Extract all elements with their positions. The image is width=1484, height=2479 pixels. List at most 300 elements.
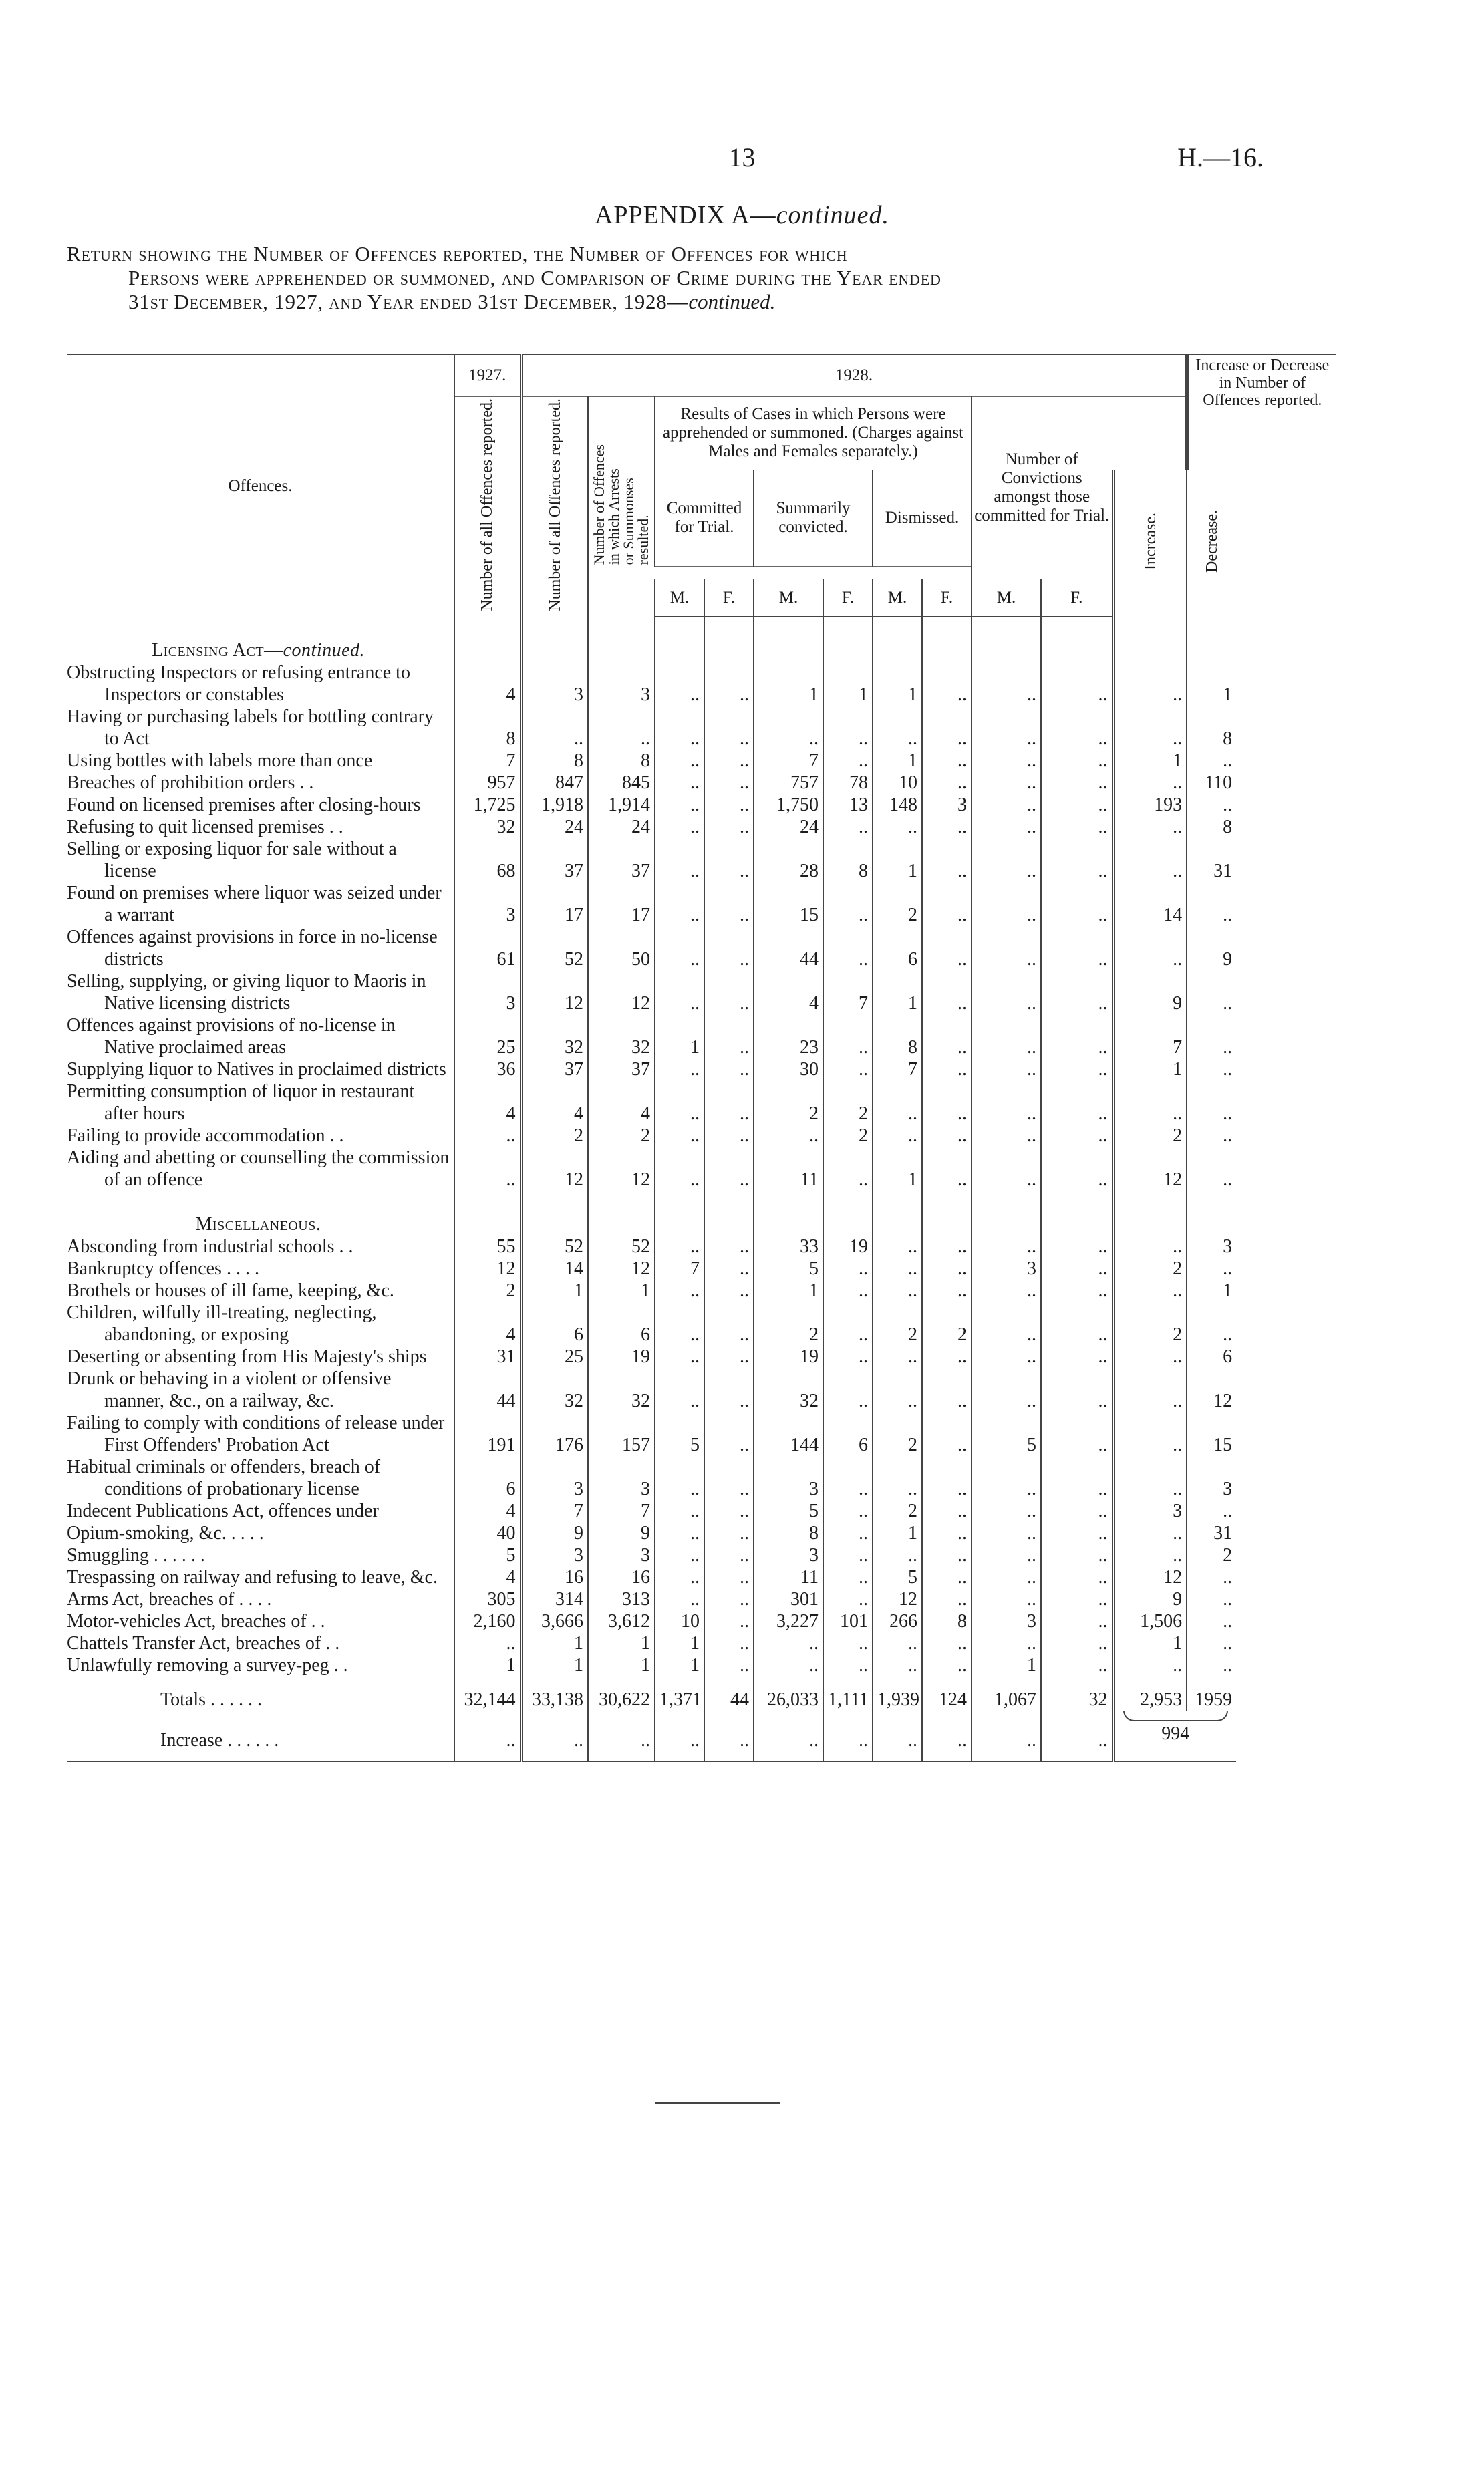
empty-cell [704,617,754,662]
value-cell: 10 [873,772,922,794]
value-cell: .. [1187,794,1236,816]
value-cell: 4 [454,662,521,706]
table-row [67,662,1336,706]
value-cell: .. [823,1456,873,1500]
table-row [67,1147,1336,1191]
value-cell: 3 [972,1610,1041,1632]
offence-label: Indecent Publications Act, offences under [67,1501,379,1522]
offence-label: Selling or exposing liquor for sale without a license [67,839,397,882]
value-cell: .. [454,1632,521,1654]
value-cell: .. [1113,1412,1187,1456]
table-row [67,1346,1336,1368]
value-cell: 3 [1187,1235,1236,1258]
increase-value-cell: .. [754,1711,823,1761]
value-cell: .. [1041,816,1113,838]
value-cell: .. [704,1500,754,1522]
value-cell: .. [655,794,704,816]
value-cell: .. [655,706,704,750]
value-cell: .. [521,706,588,750]
offence-name [67,1080,454,1125]
value-cell: .. [1041,1058,1113,1080]
value-cell: 50 [588,926,655,970]
value-cell: .. [922,882,972,926]
offence-name [67,1014,454,1058]
value-cell: .. [704,794,754,816]
value-cell: .. [754,706,823,750]
value-cell: 32 [588,1368,655,1412]
table-row [67,838,1336,882]
value-cell: 78 [823,772,873,794]
value-cell: .. [1041,838,1113,882]
offence-label: Found on premises where liquor was seized under a warrant [67,883,442,926]
section-title: Miscellaneous. [195,1214,321,1235]
value-cell: 1 [521,1632,588,1654]
value-cell: 37 [588,838,655,882]
table-row [67,1544,1336,1566]
value-cell: .. [873,1368,922,1412]
arrests-header: Number of Offences in which Arrests or Summonses resulted. [588,396,655,617]
value-cell: 2 [823,1080,873,1125]
footer-rule [655,2102,780,2104]
offences-return-table [67,354,1336,1762]
value-cell: .. [1187,1500,1236,1522]
value-cell: 193 [1113,794,1187,816]
value-cell: 2 [754,1080,823,1125]
value-cell: .. [655,1368,704,1412]
value-cell: 36 [454,1058,521,1080]
offence-name [67,838,454,882]
offence-name [67,1522,454,1544]
increase-value-cell: .. [704,1711,754,1761]
section-heading-row [67,617,1336,662]
table-title [67,242,1323,314]
value-cell: .. [922,772,972,794]
table-row [67,1522,1336,1544]
value-cell: .. [704,1258,754,1280]
offence-label: Unlawfully removing a survey-peg . . [67,1655,348,1676]
value-cell: 8 [922,1610,972,1632]
value-cell: .. [704,1302,754,1346]
value-cell: 1 [1113,1632,1187,1654]
value-cell: 8 [588,750,655,772]
total-value-cell: 1959 [1187,1676,1236,1711]
value-cell: 9 [588,1522,655,1544]
value-cell: 1 [588,1654,655,1676]
value-cell: 12 [588,1147,655,1191]
value-cell: .. [1113,706,1187,750]
offence-name [67,970,454,1014]
offence-label: Deserting or absenting from His Majesty's ships [67,1346,427,1368]
section-title-suffix: continued. [283,640,365,662]
value-cell: .. [1113,1368,1187,1412]
value-cell: .. [1041,1456,1113,1500]
offence-label: Found on licensed premises after closing-hours [67,794,421,816]
value-cell: .. [1041,926,1113,970]
value-cell: 15 [754,882,823,926]
value-cell: 24 [521,816,588,838]
offence-label: Offences against provisions in force in no-license districts [67,927,438,970]
value-cell: .. [704,1456,754,1500]
value-cell: .. [754,1654,823,1676]
value-cell: 2 [823,1125,873,1147]
summarily-f-header: F. [823,579,873,617]
value-cell: 28 [754,838,823,882]
offence-label: Brothels or houses of ill fame, keeping, &c. [67,1280,394,1302]
value-cell: .. [922,750,972,772]
empty-cell [823,1191,873,1235]
value-cell: .. [823,926,873,970]
offence-label: Obstructing Inspectors or refusing entrance to Inspectors or constables [67,662,410,706]
value-cell: 5 [972,1412,1041,1456]
value-cell: .. [922,1456,972,1500]
page-number: 13 [728,142,756,172]
value-cell: 2 [521,1125,588,1147]
value-cell: .. [1041,662,1113,706]
committed-m-header: M. [655,579,704,617]
value-cell: .. [922,1368,972,1412]
value-cell: .. [704,1610,754,1632]
title-suffix: continued. [688,290,776,313]
value-cell: .. [1187,1058,1236,1080]
offence-label: Failing to comply with conditions of release under First Offenders' Probation Act [67,1413,445,1456]
offence-name [67,816,454,838]
value-cell: .. [1187,1014,1236,1058]
value-cell: .. [823,1346,873,1368]
value-cell: .. [823,1588,873,1610]
value-cell: 1 [873,838,922,882]
net-brace [1123,1711,1229,1721]
offence-name [67,1235,454,1258]
value-cell: 12 [873,1588,922,1610]
value-cell: .. [704,1412,754,1456]
value-cell: .. [754,1632,823,1654]
value-cell: 11 [754,1566,823,1588]
offence-label: Opium-smoking, &c. . . . . [67,1523,264,1544]
value-cell: 12 [1113,1147,1187,1191]
offence-name [67,926,454,970]
value-cell: 1 [1113,750,1187,772]
table-row [67,706,1336,750]
value-cell: .. [922,970,972,1014]
value-cell: .. [704,772,754,794]
value-cell: 1,750 [754,794,823,816]
value-cell: 1 [873,1522,922,1544]
value-cell: 9 [1113,970,1187,1014]
value-cell: .. [972,1080,1041,1125]
value-cell: .. [972,1522,1041,1544]
value-cell: .. [704,706,754,750]
convictions-m-header: M. [972,579,1041,617]
value-cell: .. [1187,750,1236,772]
value-cell: .. [655,1566,704,1588]
value-cell: .. [655,1125,704,1147]
value-cell: .. [655,816,704,838]
value-cell: 1 [1187,1280,1236,1302]
value-cell: 1 [1187,662,1236,706]
value-cell: .. [972,706,1041,750]
value-cell: 191 [454,1412,521,1456]
value-cell: 3 [454,970,521,1014]
value-cell: .. [1113,1280,1187,1302]
value-cell: 2 [873,1302,922,1346]
table-row [67,794,1336,816]
value-cell: .. [922,1412,972,1456]
value-cell: .. [1187,1302,1236,1346]
value-cell: .. [922,1654,972,1676]
value-cell: .. [1113,1654,1187,1676]
value-cell: .. [655,1058,704,1080]
value-cell: 266 [873,1610,922,1632]
total-value-cell: 1,067 [972,1676,1041,1711]
value-cell: 16 [521,1566,588,1588]
value-cell: .. [704,1125,754,1147]
value-cell: 32 [521,1368,588,1412]
value-cell: 7 [655,1258,704,1280]
value-cell: .. [972,1368,1041,1412]
value-cell: .. [1113,662,1187,706]
value-cell: .. [655,1346,704,1368]
value-cell: 1,918 [521,794,588,816]
value-cell: .. [1041,1632,1113,1654]
offence-label: Using bottles with labels more than once [67,750,373,772]
total-value-cell: 32,144 [454,1676,521,1711]
offence-name [67,1566,454,1588]
increase-decrease-header: Increase or Decrease in Number of Offences reported. [1187,355,1336,470]
summarily-m-header: M. [754,579,823,617]
value-cell: 6 [521,1302,588,1346]
committed-header: Committed for Trial. [655,470,754,566]
table-row [67,772,1336,794]
value-cell: 15 [1187,1412,1236,1456]
value-cell: 1 [754,662,823,706]
value-cell: .. [823,1544,873,1566]
total-value-cell: 2,953 [1113,1676,1187,1711]
value-cell: 31 [1187,838,1236,882]
value-cell: 2 [1113,1302,1187,1346]
increase-value-cell: .. [521,1711,588,1761]
value-cell: .. [704,1588,754,1610]
value-cell: .. [1187,970,1236,1014]
value-cell: 305 [454,1588,521,1610]
offence-name [67,1368,454,1412]
value-cell: .. [922,926,972,970]
table-body [67,617,1336,1761]
value-cell: .. [1041,750,1113,772]
offence-label: Trespassing on railway and refusing to leave, &c. [67,1567,438,1588]
offence-name [67,1280,454,1302]
empty-cell [1113,617,1187,662]
value-cell: .. [922,1544,972,1566]
value-cell: .. [1113,1235,1187,1258]
value-cell: .. [655,1588,704,1610]
value-cell: 301 [754,1588,823,1610]
increase-row [67,1711,1336,1761]
value-cell: .. [704,816,754,838]
year-1928-header: 1928. [521,355,1187,396]
value-cell: 3 [1113,1500,1187,1522]
value-cell: 3 [754,1456,823,1500]
value-cell: .. [922,838,972,882]
value-cell: 25 [454,1014,521,1058]
table-row [67,1368,1336,1412]
value-cell: 4 [754,970,823,1014]
offences-header: Offences. [67,355,454,617]
value-cell: 2 [754,1302,823,1346]
value-cell: 6 [823,1412,873,1456]
section-heading [67,1191,454,1235]
value-cell: 2 [1113,1258,1187,1280]
increase-label: Increase . . . . . . [67,1711,454,1761]
appendix-suffix: continued. [776,201,890,229]
value-cell: 9 [1187,926,1236,970]
value-cell: 3 [454,882,521,926]
value-cell: 17 [588,882,655,926]
value-cell: 14 [521,1258,588,1280]
value-cell: 757 [754,772,823,794]
committed-f-header: F. [704,579,754,617]
value-cell: .. [873,706,922,750]
value-cell: .. [823,1014,873,1058]
value-cell: .. [823,816,873,838]
value-cell: 7 [454,750,521,772]
value-cell: .. [1041,1588,1113,1610]
value-cell: .. [1041,1147,1113,1191]
value-cell: 6 [454,1456,521,1500]
value-cell: 5 [754,1500,823,1522]
value-cell: .. [972,1058,1041,1080]
value-cell: .. [588,706,655,750]
value-cell: .. [1041,1522,1113,1544]
year-1927-header: 1927. [454,355,521,396]
table-row [67,1014,1336,1058]
value-cell: 157 [588,1412,655,1456]
value-cell: 3 [588,1456,655,1500]
value-cell: 845 [588,772,655,794]
offence-label: Bankruptcy offences . . . . [67,1258,259,1280]
offence-label: Failing to provide accommodation . . [67,1125,344,1147]
value-cell: 16 [588,1566,655,1588]
value-cell: .. [655,1522,704,1544]
value-cell: 8 [1187,816,1236,838]
total-value-cell: 1,939 [873,1676,922,1711]
value-cell: .. [972,1632,1041,1654]
value-cell: 1 [873,970,922,1014]
value-cell: .. [1113,1522,1187,1544]
empty-cell [823,617,873,662]
value-cell: .. [873,1280,922,1302]
value-cell: .. [1041,1258,1113,1280]
value-cell: 31 [454,1346,521,1368]
totals-label: Totals . . . . . . [160,1689,263,1711]
value-cell: .. [655,1500,704,1522]
table-row [67,1125,1336,1147]
offence-name [67,794,454,816]
offence-name [67,1147,454,1191]
value-cell: .. [873,1544,922,1566]
value-cell: 8 [521,750,588,772]
value-cell: .. [704,882,754,926]
offence-name [67,706,454,750]
empty-cell [754,617,823,662]
value-cell: 7 [521,1500,588,1522]
value-cell: 176 [521,1412,588,1456]
value-cell: .. [1041,706,1113,750]
value-cell: 4 [454,1500,521,1522]
value-cell: .. [1041,1014,1113,1058]
value-cell: .. [823,1058,873,1080]
offence-label: Supplying liquor to Natives in proclaimed districts [67,1059,446,1080]
value-cell: 2 [454,1280,521,1302]
empty-cell [972,617,1041,662]
value-cell: .. [922,1346,972,1368]
table-row [67,1080,1336,1125]
offence-name [67,1632,454,1654]
value-cell: 6 [873,926,922,970]
increase-value-cell: .. [1041,1711,1113,1761]
value-cell: 1 [655,1632,704,1654]
total-value-cell: 124 [922,1676,972,1711]
value-cell: 7 [823,970,873,1014]
table-row [67,1235,1336,1258]
offence-name [67,1456,454,1500]
value-cell: .. [704,750,754,772]
value-cell: .. [655,838,704,882]
offence-label: Selling, supplying, or giving liquor to Maoris in Native licensing districts [67,971,426,1014]
value-cell: .. [1113,838,1187,882]
value-cell: 52 [521,1235,588,1258]
increase-value-cell: .. [454,1711,521,1761]
table-row [67,882,1336,926]
value-cell: 4 [588,1080,655,1125]
value-cell: .. [922,706,972,750]
value-cell: .. [1113,1544,1187,1566]
all-reported-1928-header: Number of all Offences reported. [521,396,588,617]
value-cell: .. [823,1302,873,1346]
increase-value-cell: .. [873,1711,922,1761]
value-cell: .. [922,1080,972,1125]
value-cell: 12 [454,1258,521,1280]
value-cell: 5 [454,1544,521,1566]
value-cell: 4 [454,1080,521,1125]
value-cell: .. [704,838,754,882]
empty-cell [1187,617,1236,662]
value-cell: .. [922,1125,972,1147]
offence-name [67,1346,454,1368]
value-cell: .. [1113,816,1187,838]
empty-cell [521,617,588,662]
value-cell: 52 [588,1235,655,1258]
value-cell: .. [823,1500,873,1522]
value-cell: .. [972,750,1041,772]
value-cell: .. [704,970,754,1014]
value-cell: 1 [521,1280,588,1302]
offence-label: Permitting consumption of liquor in restaurant after hours [67,1081,415,1125]
value-cell: 6 [1187,1346,1236,1368]
value-cell: 9 [521,1522,588,1544]
value-cell: 24 [754,816,823,838]
value-cell: 1,914 [588,794,655,816]
page-reference: H.—16. [1177,142,1264,172]
value-cell: 3 [922,794,972,816]
offence-name [67,1125,454,1147]
value-cell: .. [972,1544,1041,1566]
value-cell: .. [823,1368,873,1412]
value-cell: .. [922,1566,972,1588]
value-cell: 1 [521,1654,588,1676]
appendix-heading [0,200,1484,230]
value-cell: 37 [521,838,588,882]
convictions-header: Number of Convictions amongst those committed for Trial. [972,396,1113,579]
